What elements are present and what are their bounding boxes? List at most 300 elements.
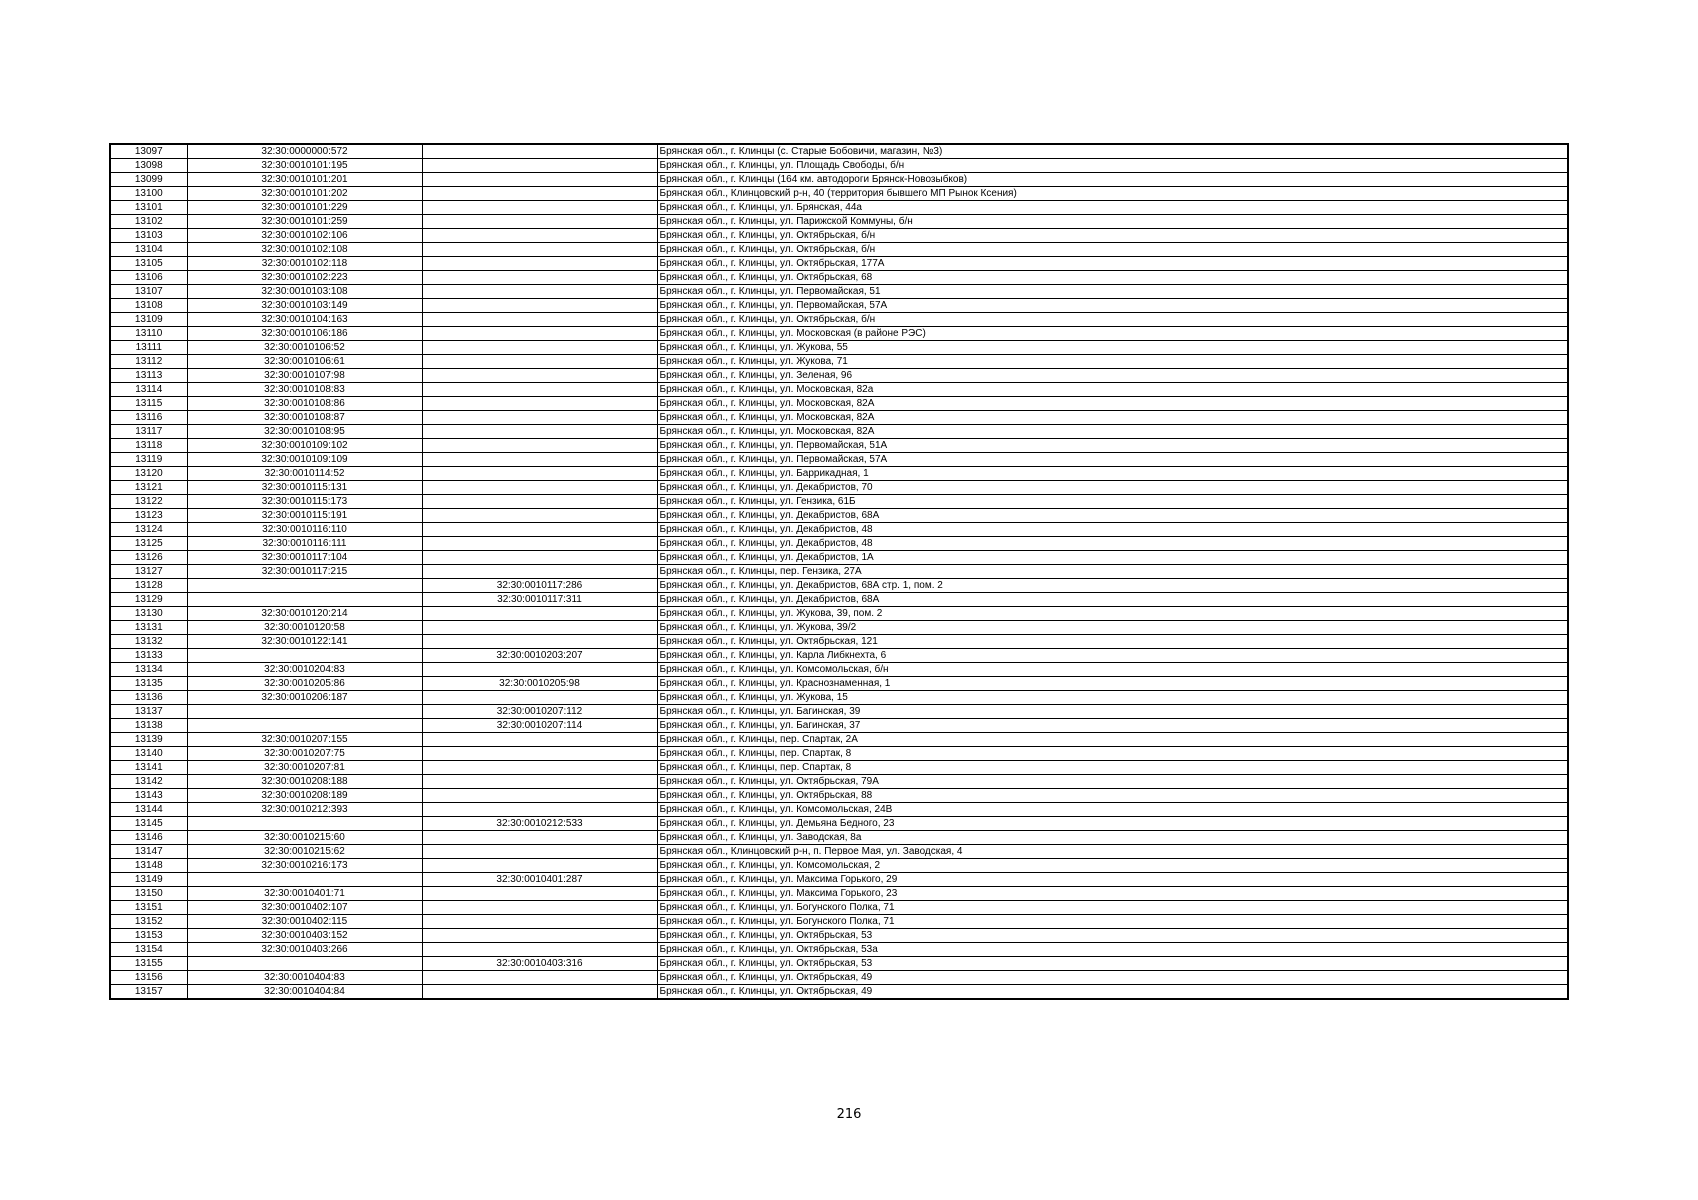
address-cell: Брянская обл., г. Клинцы (164 км. автодороги Брянск-Новозыбков) — [657, 173, 1568, 187]
table-row — [110, 831, 1568, 845]
building-cadastral-number-cell — [422, 285, 657, 299]
table-row — [110, 621, 1568, 635]
table-row — [110, 873, 1568, 887]
building-cadastral-number-cell — [422, 355, 657, 369]
row-number-cell: 13112 — [110, 355, 187, 369]
building-cadastral-number-cell — [422, 341, 657, 355]
row-number-cell: 13114 — [110, 383, 187, 397]
building-cadastral-number-cell — [422, 761, 657, 775]
building-cadastral-number-cell — [422, 313, 657, 327]
building-cadastral-number-cell — [422, 551, 657, 565]
address-cell: Брянская обл., г. Клинцы, ул. Площадь Свободы, б/н — [657, 159, 1568, 173]
cadastral-number-cell: 32:30:0010101:195 — [187, 159, 422, 173]
table-row — [110, 173, 1568, 187]
row-number-cell: 13140 — [110, 747, 187, 761]
building-cadastral-number-cell — [422, 439, 657, 453]
building-cadastral-number-cell — [422, 215, 657, 229]
building-cadastral-number-cell — [422, 495, 657, 509]
cadastral-number-cell: 32:30:0010117:104 — [187, 551, 422, 565]
table-row — [110, 915, 1568, 929]
table-row — [110, 859, 1568, 873]
address-cell: Брянская обл., г. Клинцы, ул. Жукова, 39, пом. 2 — [657, 607, 1568, 621]
row-number-cell: 13123 — [110, 509, 187, 523]
building-cadastral-number-cell — [422, 327, 657, 341]
table-row — [110, 887, 1568, 901]
row-number-cell: 13122 — [110, 495, 187, 509]
address-cell: Брянская обл., г. Клинцы, ул. Октябрьская, 68 — [657, 271, 1568, 285]
table-row — [110, 747, 1568, 761]
building-cadastral-number-cell — [422, 747, 657, 761]
cadastral-number-cell: 32:30:0010212:393 — [187, 803, 422, 817]
cadastral-number-cell: 32:30:0010401:71 — [187, 887, 422, 901]
cadastral-number-cell: 32:30:0010102:118 — [187, 257, 422, 271]
table-row — [110, 467, 1568, 481]
table-row — [110, 369, 1568, 383]
cadastral-number-cell: 32:30:0010207:81 — [187, 761, 422, 775]
row-number-cell: 13115 — [110, 397, 187, 411]
cadastral-number-cell: 32:30:0010122:141 — [187, 635, 422, 649]
cadastral-number-cell — [187, 719, 422, 733]
cadastral-number-cell: 32:30:0010115:131 — [187, 481, 422, 495]
row-number-cell: 13155 — [110, 957, 187, 971]
table-row — [110, 985, 1568, 1000]
address-cell: Брянская обл., г. Клинцы, ул. Багинская, 39 — [657, 705, 1568, 719]
cadastral-number-cell: 32:30:0010114:52 — [187, 467, 422, 481]
address-cell: Брянская обл., г. Клинцы, ул. Баррикадная, 1 — [657, 467, 1568, 481]
row-number-cell: 13139 — [110, 733, 187, 747]
address-cell: Брянская обл., г. Клинцы, ул. Московская, 82А — [657, 425, 1568, 439]
table-row — [110, 341, 1568, 355]
address-cell: Брянская обл., г. Клинцы, ул. Богунского Полка, 71 — [657, 915, 1568, 929]
cadastral-number-cell: 32:30:0010215:60 — [187, 831, 422, 845]
building-cadastral-number-cell — [422, 467, 657, 481]
building-cadastral-number-cell — [422, 271, 657, 285]
cadastral-number-cell: 32:30:0010120:58 — [187, 621, 422, 635]
building-cadastral-number-cell — [422, 943, 657, 957]
table-row — [110, 845, 1568, 859]
address-cell: Брянская обл., г. Клинцы, ул. Богунского Полка, 71 — [657, 901, 1568, 915]
row-number-cell: 13149 — [110, 873, 187, 887]
building-cadastral-number-cell: 32:30:0010403:316 — [422, 957, 657, 971]
address-cell: Брянская обл., г. Клинцы, ул. Декабристов, 68А — [657, 509, 1568, 523]
row-number-cell: 13152 — [110, 915, 187, 929]
building-cadastral-number-cell — [422, 789, 657, 803]
cadastral-number-cell: 32:30:0010109:102 — [187, 439, 422, 453]
row-number-cell: 13143 — [110, 789, 187, 803]
cadastral-number-cell: 32:30:0010215:62 — [187, 845, 422, 859]
building-cadastral-number-cell — [422, 159, 657, 173]
building-cadastral-number-cell — [422, 985, 657, 1000]
building-cadastral-number-cell — [422, 831, 657, 845]
row-number-cell: 13102 — [110, 215, 187, 229]
row-number-cell: 13134 — [110, 663, 187, 677]
address-cell: Брянская обл., г. Клинцы, ул. Максима Горького, 29 — [657, 873, 1568, 887]
address-cell: Брянская обл., г. Клинцы, пер. Спартак, 2А — [657, 733, 1568, 747]
table-row — [110, 425, 1568, 439]
table-row — [110, 705, 1568, 719]
address-cell: Брянская обл., г. Клинцы, ул. Комсомольская, 2 — [657, 859, 1568, 873]
page-number: 216 — [836, 1107, 862, 1122]
address-cell: Брянская обл., г. Клинцы, ул. Октябрьская, б/н — [657, 229, 1568, 243]
cadastral-number-cell: 32:30:0010402:107 — [187, 901, 422, 915]
table-row — [110, 719, 1568, 733]
cadastral-number-cell: 32:30:0010102:108 — [187, 243, 422, 257]
table-row — [110, 957, 1568, 971]
row-number-cell: 13132 — [110, 635, 187, 649]
row-number-cell: 13117 — [110, 425, 187, 439]
row-number-cell: 13137 — [110, 705, 187, 719]
row-number-cell: 13103 — [110, 229, 187, 243]
address-cell: Брянская обл., г. Клинцы, ул. Демьяна Бедного, 23 — [657, 817, 1568, 831]
table-row — [110, 971, 1568, 985]
table-row — [110, 159, 1568, 173]
table-row — [110, 201, 1568, 215]
cadastral-number-cell: 32:30:0010403:266 — [187, 943, 422, 957]
cadastral-number-cell: 32:30:0010108:83 — [187, 383, 422, 397]
address-cell: Брянская обл., г. Клинцы, ул. Декабристов, 70 — [657, 481, 1568, 495]
address-cell: Брянская обл., г. Клинцы, ул. Октябрьская, 79А — [657, 775, 1568, 789]
building-cadastral-number-cell — [422, 397, 657, 411]
table-row — [110, 243, 1568, 257]
cadastral-number-cell: 32:30:0010103:108 — [187, 285, 422, 299]
cadastral-number-cell: 32:30:0010109:109 — [187, 453, 422, 467]
address-cell: Брянская обл., г. Клинцы, ул. Октябрьская, 53 — [657, 929, 1568, 943]
table-row — [110, 803, 1568, 817]
cadastral-number-cell: 32:30:0010207:75 — [187, 747, 422, 761]
address-cell: Брянская обл., г. Клинцы, ул. Октябрьская, 49 — [657, 985, 1568, 1000]
building-cadastral-number-cell — [422, 299, 657, 313]
row-number-cell: 13127 — [110, 565, 187, 579]
address-cell: Брянская обл., г. Клинцы, ул. Московская, 82А — [657, 397, 1568, 411]
address-cell: Брянская обл., г. Клинцы, ул. Брянская, 44а — [657, 201, 1568, 215]
building-cadastral-number-cell — [422, 901, 657, 915]
address-cell: Брянская обл., г. Клинцы, ул. Декабристов, 48 — [657, 537, 1568, 551]
address-cell: Брянская обл., г. Клинцы, ул. Октябрьская, 121 — [657, 635, 1568, 649]
building-cadastral-number-cell — [422, 929, 657, 943]
cadastral-number-cell: 32:30:0010403:152 — [187, 929, 422, 943]
building-cadastral-number-cell — [422, 803, 657, 817]
row-number-cell: 13130 — [110, 607, 187, 621]
address-cell: Брянская обл., г. Клинцы, ул. Октябрьская, 53а — [657, 943, 1568, 957]
building-cadastral-number-cell — [422, 635, 657, 649]
address-cell: Брянская обл., г. Клинцы, ул. Первомайская, 51 — [657, 285, 1568, 299]
row-number-cell: 13100 — [110, 187, 187, 201]
address-cell: Брянская обл., г. Клинцы, ул. Октябрьская, б/н — [657, 313, 1568, 327]
row-number-cell: 13106 — [110, 271, 187, 285]
cadastral-number-cell: 32:30:0010101:202 — [187, 187, 422, 201]
table-row — [110, 901, 1568, 915]
table-row — [110, 313, 1568, 327]
address-cell: Брянская обл., г. Клинцы, пер. Спартак, 8 — [657, 747, 1568, 761]
building-cadastral-number-cell — [422, 173, 657, 187]
cadastral-number-cell: 32:30:0010404:83 — [187, 971, 422, 985]
row-number-cell: 13108 — [110, 299, 187, 313]
address-cell: Брянская обл., г. Клинцы, ул. Московская, 82а — [657, 383, 1568, 397]
table-row — [110, 635, 1568, 649]
row-number-cell: 13157 — [110, 985, 187, 1000]
address-cell: Брянская обл., г. Клинцы, ул. Жукова, 15 — [657, 691, 1568, 705]
address-cell: Брянская обл., г. Клинцы, ул. Декабристов, 68А стр. 1, пом. 2 — [657, 579, 1568, 593]
address-cell: Брянская обл., г. Клинцы, ул. Заводская, 8а — [657, 831, 1568, 845]
row-number-cell: 13121 — [110, 481, 187, 495]
table-row — [110, 285, 1568, 299]
row-number-cell: 13146 — [110, 831, 187, 845]
table-row — [110, 327, 1568, 341]
building-cadastral-number-cell: 32:30:0010205:98 — [422, 677, 657, 691]
row-number-cell: 13118 — [110, 439, 187, 453]
table-row — [110, 215, 1568, 229]
address-cell: Брянская обл., г. Клинцы, ул. Парижской Коммуны, б/н — [657, 215, 1568, 229]
building-cadastral-number-cell — [422, 845, 657, 859]
address-cell: Брянская обл., г. Клинцы, ул. Жукова, 55 — [657, 341, 1568, 355]
cadastral-number-cell: 32:30:0010207:155 — [187, 733, 422, 747]
row-number-cell: 13098 — [110, 159, 187, 173]
cadastral-number-cell: 32:30:0010116:111 — [187, 537, 422, 551]
table-row — [110, 761, 1568, 775]
cadastral-number-cell: 32:30:0010208:189 — [187, 789, 422, 803]
building-cadastral-number-cell — [422, 144, 657, 159]
table-row — [110, 565, 1568, 579]
cadastral-number-cell: 32:30:0010120:214 — [187, 607, 422, 621]
row-number-cell: 13135 — [110, 677, 187, 691]
table-row — [110, 775, 1568, 789]
cadastral-number-cell — [187, 817, 422, 831]
table-row — [110, 929, 1568, 943]
property-table — [109, 143, 1569, 1000]
building-cadastral-number-cell: 32:30:0010117:286 — [422, 579, 657, 593]
cadastral-number-cell: 32:30:0010102:106 — [187, 229, 422, 243]
cadastral-number-cell: 32:30:0010402:115 — [187, 915, 422, 929]
row-number-cell: 13147 — [110, 845, 187, 859]
cadastral-number-cell: 32:30:0010104:163 — [187, 313, 422, 327]
address-cell: Брянская обл., г. Клинцы, ул. Московская (в районе РЭС) — [657, 327, 1568, 341]
table-row — [110, 355, 1568, 369]
table-row — [110, 144, 1568, 159]
address-cell: Брянская обл., г. Клинцы, ул. Жукова, 39/2 — [657, 621, 1568, 635]
cadastral-number-cell — [187, 957, 422, 971]
table-row — [110, 397, 1568, 411]
cadastral-number-cell — [187, 873, 422, 887]
row-number-cell: 13136 — [110, 691, 187, 705]
building-cadastral-number-cell — [422, 229, 657, 243]
building-cadastral-number-cell — [422, 565, 657, 579]
address-cell: Брянская обл., г. Клинцы, ул. Октябрьская, б/н — [657, 243, 1568, 257]
building-cadastral-number-cell — [422, 607, 657, 621]
row-number-cell: 13129 — [110, 593, 187, 607]
cadastral-number-cell: 32:30:0010108:86 — [187, 397, 422, 411]
address-cell: Брянская обл., г. Клинцы, ул. Октябрьская, 177А — [657, 257, 1568, 271]
cadastral-number-cell: 32:30:0010101:259 — [187, 215, 422, 229]
row-number-cell: 13099 — [110, 173, 187, 187]
building-cadastral-number-cell: 32:30:0010401:287 — [422, 873, 657, 887]
row-number-cell: 13104 — [110, 243, 187, 257]
building-cadastral-number-cell — [422, 915, 657, 929]
address-cell: Брянская обл., г. Клинцы, ул. Краснознаменная, 1 — [657, 677, 1568, 691]
building-cadastral-number-cell — [422, 257, 657, 271]
row-number-cell: 13142 — [110, 775, 187, 789]
table-row — [110, 663, 1568, 677]
row-number-cell: 13111 — [110, 341, 187, 355]
row-number-cell: 13138 — [110, 719, 187, 733]
cadastral-number-cell: 32:30:0010216:173 — [187, 859, 422, 873]
address-cell: Брянская обл., г. Клинцы, ул. Максима Горького, 23 — [657, 887, 1568, 901]
cadastral-number-cell: 32:30:0010206:187 — [187, 691, 422, 705]
building-cadastral-number-cell — [422, 369, 657, 383]
row-number-cell: 13124 — [110, 523, 187, 537]
row-number-cell: 13101 — [110, 201, 187, 215]
building-cadastral-number-cell — [422, 411, 657, 425]
building-cadastral-number-cell — [422, 971, 657, 985]
address-cell: Брянская обл., г. Клинцы, ул. Зеленая, 96 — [657, 369, 1568, 383]
building-cadastral-number-cell — [422, 201, 657, 215]
table-row — [110, 439, 1568, 453]
row-number-cell: 13128 — [110, 579, 187, 593]
address-cell: Брянская обл., г. Клинцы, ул. Октябрьская, 49 — [657, 971, 1568, 985]
cadastral-number-cell: 32:30:0010106:186 — [187, 327, 422, 341]
building-cadastral-number-cell: 32:30:0010207:112 — [422, 705, 657, 719]
cadastral-number-cell: 32:30:0010208:188 — [187, 775, 422, 789]
building-cadastral-number-cell — [422, 243, 657, 257]
address-cell: Брянская обл., г. Клинцы, ул. Октябрьская, 88 — [657, 789, 1568, 803]
address-cell: Брянская обл., г. Клинцы, ул. Октябрьская, 53 — [657, 957, 1568, 971]
table-row — [110, 257, 1568, 271]
row-number-cell: 13119 — [110, 453, 187, 467]
cadastral-number-cell — [187, 705, 422, 719]
table-row — [110, 691, 1568, 705]
address-cell: Брянская обл., Клинцовский р-н, п. Первое Мая, ул. Заводская, 4 — [657, 845, 1568, 859]
table-row — [110, 495, 1568, 509]
table-row — [110, 411, 1568, 425]
row-number-cell: 13150 — [110, 887, 187, 901]
building-cadastral-number-cell — [422, 663, 657, 677]
table-row — [110, 537, 1568, 551]
cadastral-number-cell: 32:30:0010205:86 — [187, 677, 422, 691]
cadastral-number-cell: 32:30:0010108:95 — [187, 425, 422, 439]
building-cadastral-number-cell — [422, 453, 657, 467]
cadastral-number-cell: 32:30:0010101:201 — [187, 173, 422, 187]
address-cell: Брянская обл., г. Клинцы, ул. Декабристов, 1А — [657, 551, 1568, 565]
table-row — [110, 943, 1568, 957]
cadastral-number-cell: 32:30:0010404:84 — [187, 985, 422, 1000]
cadastral-number-cell: 32:30:0010115:191 — [187, 509, 422, 523]
row-number-cell: 13154 — [110, 943, 187, 957]
cadastral-number-cell: 32:30:0010117:215 — [187, 565, 422, 579]
row-number-cell: 13097 — [110, 144, 187, 159]
table-body — [110, 144, 1568, 999]
building-cadastral-number-cell — [422, 887, 657, 901]
address-cell: Брянская обл., г. Клинцы, ул. Московская, 82А — [657, 411, 1568, 425]
address-cell: Брянская обл., г. Клинцы, ул. Первомайская, 57А — [657, 453, 1568, 467]
cadastral-number-cell: 32:30:0000000:572 — [187, 144, 422, 159]
row-number-cell: 13120 — [110, 467, 187, 481]
building-cadastral-number-cell — [422, 481, 657, 495]
address-cell: Брянская обл., г. Клинцы, ул. Багинская, 37 — [657, 719, 1568, 733]
table-row — [110, 509, 1568, 523]
row-number-cell: 13105 — [110, 257, 187, 271]
address-cell: Брянская обл., г. Клинцы, ул. Первомайская, 57А — [657, 299, 1568, 313]
building-cadastral-number-cell — [422, 187, 657, 201]
row-number-cell: 13148 — [110, 859, 187, 873]
table-row — [110, 607, 1568, 621]
row-number-cell: 13145 — [110, 817, 187, 831]
table-row — [110, 677, 1568, 691]
address-cell: Брянская обл., г. Клинцы, ул. Комсомольская, б/н — [657, 663, 1568, 677]
table-row — [110, 453, 1568, 467]
table-row — [110, 817, 1568, 831]
address-cell: Брянская обл., г. Клинцы, ул. Комсомольская, 24В — [657, 803, 1568, 817]
table-row — [110, 579, 1568, 593]
address-cell: Брянская обл., г. Клинцы, ул. Гензика, 61Б — [657, 495, 1568, 509]
cadastral-number-cell: 32:30:0010204:83 — [187, 663, 422, 677]
address-cell: Брянская обл., г. Клинцы, пер. Спартак, 8 — [657, 761, 1568, 775]
building-cadastral-number-cell: 32:30:0010117:311 — [422, 593, 657, 607]
building-cadastral-number-cell — [422, 859, 657, 873]
table-row — [110, 187, 1568, 201]
row-number-cell: 13116 — [110, 411, 187, 425]
cadastral-number-cell: 32:30:0010101:229 — [187, 201, 422, 215]
table-row — [110, 271, 1568, 285]
cadastral-number-cell — [187, 593, 422, 607]
building-cadastral-number-cell — [422, 537, 657, 551]
address-cell: Брянская обл., г. Клинцы, ул. Декабристов, 48 — [657, 523, 1568, 537]
address-cell: Брянская обл., г. Клинцы, ул. Первомайская, 51А — [657, 439, 1568, 453]
building-cadastral-number-cell — [422, 509, 657, 523]
cadastral-number-cell: 32:30:0010106:61 — [187, 355, 422, 369]
building-cadastral-number-cell — [422, 775, 657, 789]
table-row — [110, 523, 1568, 537]
cadastral-number-cell: 32:30:0010106:52 — [187, 341, 422, 355]
row-number-cell: 13144 — [110, 803, 187, 817]
table-row — [110, 593, 1568, 607]
address-cell: Брянская обл., Клинцовский р-н, 40 (территория бывшего МП Рынок Ксения) — [657, 187, 1568, 201]
building-cadastral-number-cell: 32:30:0010207:114 — [422, 719, 657, 733]
building-cadastral-number-cell — [422, 383, 657, 397]
building-cadastral-number-cell — [422, 691, 657, 705]
cadastral-number-cell: 32:30:0010107:98 — [187, 369, 422, 383]
table-row — [110, 733, 1568, 747]
table-row — [110, 299, 1568, 313]
row-number-cell: 13151 — [110, 901, 187, 915]
address-cell: Брянская обл., г. Клинцы, ул. Карла Либкнехта, 6 — [657, 649, 1568, 663]
address-cell: Брянская обл., г. Клинцы (с. Старые Бобовичи, магазин, №3) — [657, 144, 1568, 159]
address-cell: Брянская обл., г. Клинцы, пер. Гензика, 27А — [657, 565, 1568, 579]
table-row — [110, 551, 1568, 565]
building-cadastral-number-cell — [422, 621, 657, 635]
row-number-cell: 13110 — [110, 327, 187, 341]
cadastral-number-cell — [187, 649, 422, 663]
table-row — [110, 649, 1568, 663]
cadastral-number-cell: 32:30:0010103:149 — [187, 299, 422, 313]
table-row — [110, 383, 1568, 397]
table-row — [110, 229, 1568, 243]
cadastral-number-cell: 32:30:0010108:87 — [187, 411, 422, 425]
address-cell: Брянская обл., г. Клинцы, ул. Декабристов, 68А — [657, 593, 1568, 607]
row-number-cell: 13126 — [110, 551, 187, 565]
building-cadastral-number-cell — [422, 523, 657, 537]
address-cell: Брянская обл., г. Клинцы, ул. Жукова, 71 — [657, 355, 1568, 369]
cadastral-number-cell — [187, 579, 422, 593]
row-number-cell: 13156 — [110, 971, 187, 985]
building-cadastral-number-cell — [422, 733, 657, 747]
row-number-cell: 13131 — [110, 621, 187, 635]
building-cadastral-number-cell: 32:30:0010212:533 — [422, 817, 657, 831]
cadastral-number-cell: 32:30:0010115:173 — [187, 495, 422, 509]
building-cadastral-number-cell — [422, 425, 657, 439]
row-number-cell: 13109 — [110, 313, 187, 327]
table-row — [110, 789, 1568, 803]
table-row — [110, 481, 1568, 495]
building-cadastral-number-cell: 32:30:0010203:207 — [422, 649, 657, 663]
